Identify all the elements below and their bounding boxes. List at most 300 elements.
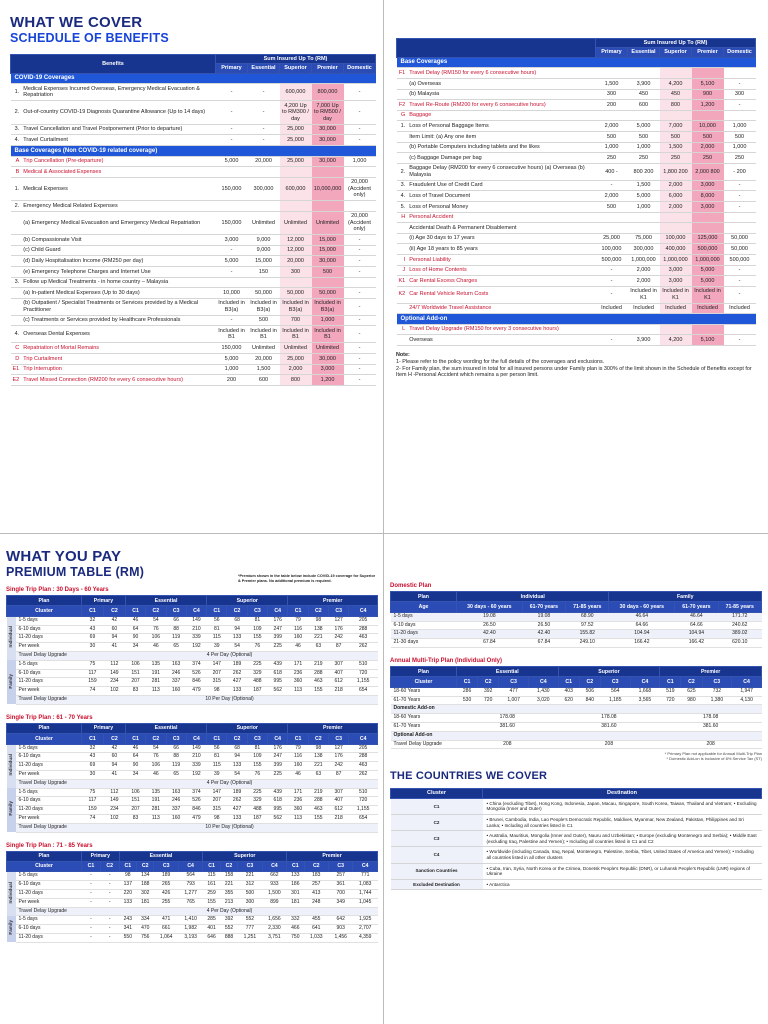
benefit-value: 3,000 [312, 364, 344, 375]
benefit-value: - [248, 135, 280, 146]
premium-value: 32 [82, 744, 104, 753]
duration-label: 6-10 days [391, 621, 457, 630]
premium-row [7, 770, 378, 779]
benefit-value: 30,000 [312, 135, 344, 146]
premium-value: 64.66 [675, 621, 718, 630]
row-number: F2 [397, 100, 408, 111]
benefit-value: - [724, 276, 756, 287]
premium-value: 210 [186, 753, 206, 762]
plan-header: Plan [391, 667, 457, 677]
schedule-subtitle: SCHEDULE OF BENEFITS [10, 31, 169, 45]
premium-value: 46 [288, 643, 308, 652]
domestic-row [391, 630, 762, 639]
benefit-value: 150,000 [216, 211, 248, 234]
benefit-value [280, 167, 312, 178]
destination-list: • Worldwide (including Canada, Iraq, Nepal, Montenegro, Palestine, Serbia, Tibet, United States of America and Yemen); • Including all countries listed in all other clusters [483, 847, 762, 863]
benefit-label: Loss of Home Contents [407, 265, 595, 276]
premium-value: - [100, 916, 119, 925]
premium-value: 133 [227, 634, 247, 643]
plan-header: Superior [207, 596, 288, 606]
duration-label: 1-5 days [16, 788, 82, 797]
premium-value: 2,707 [353, 925, 378, 934]
premium-value: 69 [82, 634, 104, 643]
premium-table-section [6, 548, 378, 1024]
cluster-header: C4 [349, 734, 378, 744]
premium-value: 76 [247, 770, 267, 779]
premium-value: 315 [207, 678, 227, 687]
addon-value: 208 [457, 740, 559, 749]
benefit-label: Car Rental Excess Charges [407, 276, 595, 287]
benefit-value: 1,000 [724, 121, 756, 132]
premium-row [7, 634, 378, 643]
note-2: 2- For Family plan, the sum insured in total for all insured persons under Family plan is 300% of the limit shown in the Schedule of Benefits except for Item H -Personal Accident which remains a per person limit. [396, 365, 752, 379]
plan-header: Premier [288, 723, 378, 733]
benefit-value: 20,000 [280, 256, 312, 267]
destination-list: • Australia, Mauritius, Mongolia (Inner and Outer), Nauru and Uzbekistan; • Europe (excluding Montenegro and Serbia); • Middle East (excluding Iraq, Palestine and Yemen); • Including all countries listed in C1 and C2 [483, 831, 762, 847]
premium-value: 88 [166, 625, 186, 634]
premium-value: 285 [203, 916, 220, 925]
row-number [397, 244, 408, 255]
cluster-header: C3 [238, 861, 262, 871]
benefit-row [11, 201, 376, 212]
premium-value: 612 [329, 678, 349, 687]
benefit-value [248, 277, 280, 288]
premium-value: 221 [238, 872, 262, 881]
premium-value: 106 [146, 762, 166, 771]
cluster-header: C3 [329, 606, 349, 616]
row-number [397, 335, 408, 346]
benefit-label: (i) Age 30 days to 17 years [407, 233, 595, 244]
premium-value: 56 [207, 744, 227, 753]
cluster-header: C4 [353, 861, 378, 871]
premium-value: 427 [227, 678, 247, 687]
premium-value: 426 [154, 889, 178, 898]
benefit-value: 4,200 [660, 335, 692, 346]
premium-row [7, 660, 378, 669]
optional-addon-row [391, 740, 762, 749]
cluster-header: C1 [207, 734, 227, 744]
premium-value: 661 [154, 925, 178, 934]
premium-value: 54 [227, 643, 247, 652]
benefit-row [11, 177, 376, 200]
benefit-value: 150,000 [216, 343, 248, 354]
duration-label: 11-20 days [16, 678, 82, 687]
premium-value: 113 [146, 814, 166, 823]
premium-value: - [82, 925, 101, 934]
benefit-value [216, 201, 248, 212]
benefit-value [312, 277, 344, 288]
benefit-value: Included [596, 303, 628, 314]
premium-value: 119 [166, 634, 186, 643]
delay-label: Travel Delay Upgrade [16, 695, 82, 704]
plan-header: Essential [125, 596, 206, 606]
group-side [7, 616, 16, 660]
premium-value: 135 [146, 660, 166, 669]
sum-insured-header: Sum Insured Up To (RM) [216, 55, 376, 64]
cluster-header: C2 [103, 734, 125, 744]
benefit-label: (b) Compassionate Visit [21, 235, 215, 246]
cluster-header: C4 [186, 734, 206, 744]
benefit-row [397, 163, 756, 180]
premium-value: 117 [82, 669, 104, 678]
premium-value: 506 [579, 687, 600, 696]
premium-value: 133 [287, 872, 304, 881]
benefit-value: 1,500 [660, 142, 692, 153]
premium-value: 302 [137, 889, 154, 898]
benefit-row [397, 265, 756, 276]
premium-value: 149 [103, 797, 125, 806]
premium-value: 732 [702, 687, 732, 696]
benefit-value: 800 200 [628, 163, 660, 180]
premium-value: 1,430 [528, 687, 558, 696]
premium-value: 171 [288, 660, 308, 669]
premium-value: 30 [82, 643, 104, 652]
plan-row [7, 596, 378, 606]
premium-value: 183 [304, 872, 328, 881]
benefit-value: Included in B1 [280, 326, 312, 343]
delay-value: 4 Per Day (Optional) [82, 652, 378, 661]
premium-value: 109 [247, 625, 267, 634]
group-side [7, 788, 16, 832]
premium-value: 2,330 [262, 925, 286, 934]
premium-value: 63 [308, 643, 328, 652]
premium-value: 76 [247, 643, 267, 652]
footnote-2: * Domestic Add-on is inclusive of 8% Service Tax (ST) [666, 756, 762, 762]
premium-value: 307 [329, 660, 349, 669]
duration-label: Per week [16, 643, 82, 652]
group-side [7, 660, 16, 704]
plan-header: Primary [596, 48, 628, 57]
addon-value: 208 [660, 740, 762, 749]
premium-value: 90 [125, 762, 145, 771]
premium-value: 3,020 [528, 696, 558, 705]
benefit-value: - [724, 265, 756, 276]
premium-value: 1,925 [353, 916, 378, 925]
benefit-value: - [216, 266, 248, 277]
premium-value: 113 [288, 687, 308, 696]
premium-value: 662 [262, 872, 286, 881]
premium-value: 286 [457, 687, 478, 696]
benefit-value: Included in B3(a) [216, 298, 248, 315]
premium-value: 160 [166, 687, 186, 696]
benefit-value: 250 [628, 153, 660, 164]
premium-value: 56 [207, 616, 227, 625]
benefit-row [11, 101, 376, 124]
benefit-label: Loss of Personal Baggage Items [407, 121, 595, 132]
duration-label: 1-5 days [16, 744, 82, 753]
cluster-header: C4 [268, 734, 288, 744]
benefit-value: Included in B1 [248, 326, 280, 343]
premium-value: 236 [288, 797, 308, 806]
delay-label: Travel Delay Upgrade [16, 823, 82, 832]
premium-value: 1,410 [178, 916, 202, 925]
premium-value: 1,277 [178, 889, 202, 898]
benefit-value: 900 [692, 89, 724, 100]
benefit-value: 250 [596, 153, 628, 164]
premium-row [7, 788, 378, 797]
destination-list: • Antarctica [483, 879, 762, 890]
premium-value: 191 [146, 797, 166, 806]
premium-value: 840 [579, 696, 600, 705]
plan-header: Primary [216, 64, 248, 73]
premium-value: 262 [227, 669, 247, 678]
benefit-row [397, 110, 756, 121]
duration-label: Per week [16, 687, 82, 696]
premium-value: 3,193 [178, 933, 202, 942]
benefit-value: Included [692, 303, 724, 314]
premium-value: 700 [328, 889, 352, 898]
benefit-value: 600,000 [280, 84, 312, 101]
benefit-label: (b) Portable Computers including tablets and the likes [407, 142, 595, 153]
premium-value: 81 [247, 744, 267, 753]
age-header: 30 days - 60 years [457, 602, 523, 612]
benefit-value: 200 [596, 100, 628, 111]
premium-value: 68.90 [566, 612, 609, 621]
benefit-value [628, 110, 660, 121]
premium-value: 60 [103, 625, 125, 634]
benefit-label: Overseas [407, 335, 595, 346]
benefit-value [724, 68, 756, 79]
benefit-label: (a) Overseas [407, 79, 595, 90]
premium-value: 389.02 [718, 630, 761, 639]
benefit-label: Fraudulent Use of Credit Card [407, 180, 595, 191]
premium-value: 98 [207, 814, 227, 823]
benefit-value: - [344, 256, 376, 267]
benefit-row [397, 191, 756, 202]
premium-value: 133 [119, 898, 136, 907]
country-row [391, 863, 762, 879]
benefit-label: (a) In-patient Medical Expenses (Up to 30 days) [21, 288, 215, 299]
cluster-header: C2 [146, 606, 166, 616]
row-number: 1. [11, 84, 22, 101]
premium-value: 218 [329, 814, 349, 823]
row-number: L [397, 324, 408, 335]
premium-value: 4,130 [732, 696, 762, 705]
benefit-value: 600 [628, 100, 660, 111]
premium-value: 242 [329, 762, 349, 771]
benefit-label: Travel Missed Connection (RM200 for every 6 consecutive hours) [21, 375, 215, 386]
premium-row [7, 889, 378, 898]
cluster-header: C2 [220, 861, 237, 871]
benefit-label: (c) Treatments or Services provided by Healthcare Professionals [21, 315, 215, 326]
premium-value: 612 [329, 806, 349, 815]
row-number: H [397, 212, 408, 223]
delay-row [7, 779, 378, 788]
row-number [397, 303, 408, 314]
premium-value: 1,668 [630, 687, 660, 696]
premium-value: 479 [186, 687, 206, 696]
premium-value: 19.08 [457, 612, 523, 621]
premium-value: 109 [247, 753, 267, 762]
premium-value: 259 [203, 889, 220, 898]
row-number: 2. [11, 101, 22, 124]
benefit-value [692, 212, 724, 223]
benefit-value: - 200 [724, 163, 756, 180]
cluster-header: C3 [247, 606, 267, 616]
premium-value: 159 [82, 678, 104, 687]
benefit-value: 15,000 [248, 256, 280, 267]
premium-value: 171 [288, 788, 308, 797]
group-label: Individual [8, 626, 14, 648]
plan-header: Superior [558, 667, 660, 677]
premium-value: 207 [207, 797, 227, 806]
single-trip-61-70-title: Single Trip Plan : 61 - 70 Years [6, 714, 93, 721]
premium-value: 220 [119, 889, 136, 898]
benefit-row [397, 324, 756, 335]
benefit-value: 25,000 [280, 135, 312, 146]
premium-value: 43 [82, 625, 104, 634]
premium-value: 334 [137, 916, 154, 925]
benefit-value: 2,000 [280, 364, 312, 375]
premium-value: 138 [308, 625, 328, 634]
benefit-row [11, 298, 376, 315]
row-number [397, 131, 408, 142]
premium-value: 1,007 [499, 696, 529, 705]
row-number [11, 315, 22, 326]
benefit-label: Travel Re-Route (RM200 for every 6 consecutive hours) [407, 100, 595, 111]
benefit-label: Accidental Death & Permanent Disablement [407, 223, 595, 234]
premium-value: 68 [227, 616, 247, 625]
benefits-table-1 [10, 54, 376, 386]
benefit-value [312, 167, 344, 178]
premium-value: 392 [220, 916, 237, 925]
section-header: COVID-19 Coverages [11, 73, 376, 84]
premium-value: 240.62 [718, 621, 761, 630]
cluster-header: Cluster [391, 677, 457, 687]
age-header: 61-70 years [522, 602, 565, 612]
premium-value: 98 [119, 872, 136, 881]
benefit-value: 5,000 [216, 256, 248, 267]
premium-value: 756 [137, 933, 154, 942]
benefit-value: Included in K1 [692, 286, 724, 303]
plan-header: Superior [660, 48, 692, 57]
benefit-value: - [724, 100, 756, 111]
premium-value: 439 [268, 788, 288, 797]
premium-value: 1,033 [304, 933, 328, 942]
premium-value: 115 [207, 634, 227, 643]
benefit-value: - [596, 286, 628, 303]
delay-row [7, 652, 378, 661]
benefit-row [11, 84, 376, 101]
plan-header: Essential [248, 64, 280, 73]
benefit-label: Emergency Medical Related Expenses [21, 201, 215, 212]
premium-value: 106 [125, 788, 145, 797]
benefit-value: - [344, 375, 376, 386]
cluster-header: C4 [732, 677, 762, 687]
age-header: Age [391, 602, 457, 612]
premium-value: 777 [238, 925, 262, 934]
benefit-label: Medical & Associated Expenses [21, 167, 215, 178]
cluster-header: C3 [702, 677, 732, 687]
premium-value: 339 [186, 762, 206, 771]
benefit-value: 250 [660, 153, 692, 164]
premium-value: 262 [349, 643, 378, 652]
benefit-value: 25,000 [280, 156, 312, 167]
benefit-value [724, 212, 756, 223]
benefit-row [11, 353, 376, 364]
premium-value: 54 [146, 744, 166, 753]
cluster-header: C2 [579, 677, 600, 687]
premium-value: 329 [247, 669, 267, 678]
cluster-header: C2 [227, 606, 247, 616]
premium-value: 149 [103, 669, 125, 678]
premium-value: 562 [268, 687, 288, 696]
benefit-label: Trip Curtailment [21, 353, 215, 364]
premium-value: 176 [268, 744, 288, 753]
cluster-header: C2 [146, 734, 166, 744]
premium-value: 67.84 [457, 639, 523, 648]
cluster-header: C1 [125, 606, 145, 616]
premium-value: 242 [329, 634, 349, 643]
premium-value: 39 [207, 770, 227, 779]
premium-value: 81 [207, 753, 227, 762]
row-number [397, 233, 408, 244]
premium-value: 116 [288, 625, 308, 634]
premium-value: 771 [353, 872, 378, 881]
plan-header: Plan [7, 596, 82, 606]
benefit-value: 700 [280, 315, 312, 326]
benefit-value: 5,100 [692, 79, 724, 90]
benefit-value: 500 [660, 131, 692, 142]
benefit-row [397, 254, 756, 265]
premium-value: 248 [304, 898, 328, 907]
delay-label: Travel Delay Upgrade [16, 907, 82, 916]
premium-value: 41 [103, 643, 125, 652]
benefit-value: 7,000 Up to RM500 / day [312, 101, 344, 124]
premium-value: 221 [308, 762, 328, 771]
cluster-header: C1 [119, 861, 136, 871]
benefit-label: Medical Expenses Incurred Overseas, Emergency Medical Evacuation & Repatriation [21, 84, 215, 101]
cluster-name: Excluded Destination [391, 879, 483, 890]
premium-value: 247 [268, 753, 288, 762]
addon-row [391, 714, 762, 723]
country-row [391, 831, 762, 847]
row-number: C [11, 343, 22, 354]
benefit-row [397, 276, 756, 287]
premium-value: 60 [103, 753, 125, 762]
premium-value: 510 [349, 788, 378, 797]
benefit-label: Follow up Medical Treatments - in home country – Malaysia [21, 277, 215, 288]
premium-value: 191 [146, 669, 166, 678]
premium-value: 46 [125, 744, 145, 753]
premium-value: 765 [178, 898, 202, 907]
header-row [11, 55, 376, 64]
duration-label: 21-30 days [391, 639, 457, 648]
premium-value: 262 [349, 770, 378, 779]
benefit-row [397, 89, 756, 100]
benefit-value: 500 [724, 131, 756, 142]
duration-label: Per week [16, 814, 82, 823]
benefit-label: Loss of Travel Document [407, 191, 595, 202]
premium-value: 34 [125, 770, 145, 779]
premium-value: 312 [238, 881, 262, 890]
premium-value: - [82, 898, 101, 907]
cluster-header: C4 [349, 606, 378, 616]
premium-value: 46.64 [675, 612, 718, 621]
benefit-value: 1,200 [312, 375, 344, 386]
premium-value: 439 [268, 660, 288, 669]
premium-value: 68 [227, 744, 247, 753]
premium-row [7, 643, 378, 652]
benefit-value [628, 68, 660, 79]
premium-value: 477 [499, 687, 529, 696]
row-number [11, 235, 22, 246]
premium-value: 166.42 [675, 639, 718, 648]
premium-value: 646 [203, 933, 220, 942]
premium-value: 1,155 [349, 678, 378, 687]
premium-value: 66 [166, 744, 186, 753]
premium-value: 980 [681, 696, 702, 705]
